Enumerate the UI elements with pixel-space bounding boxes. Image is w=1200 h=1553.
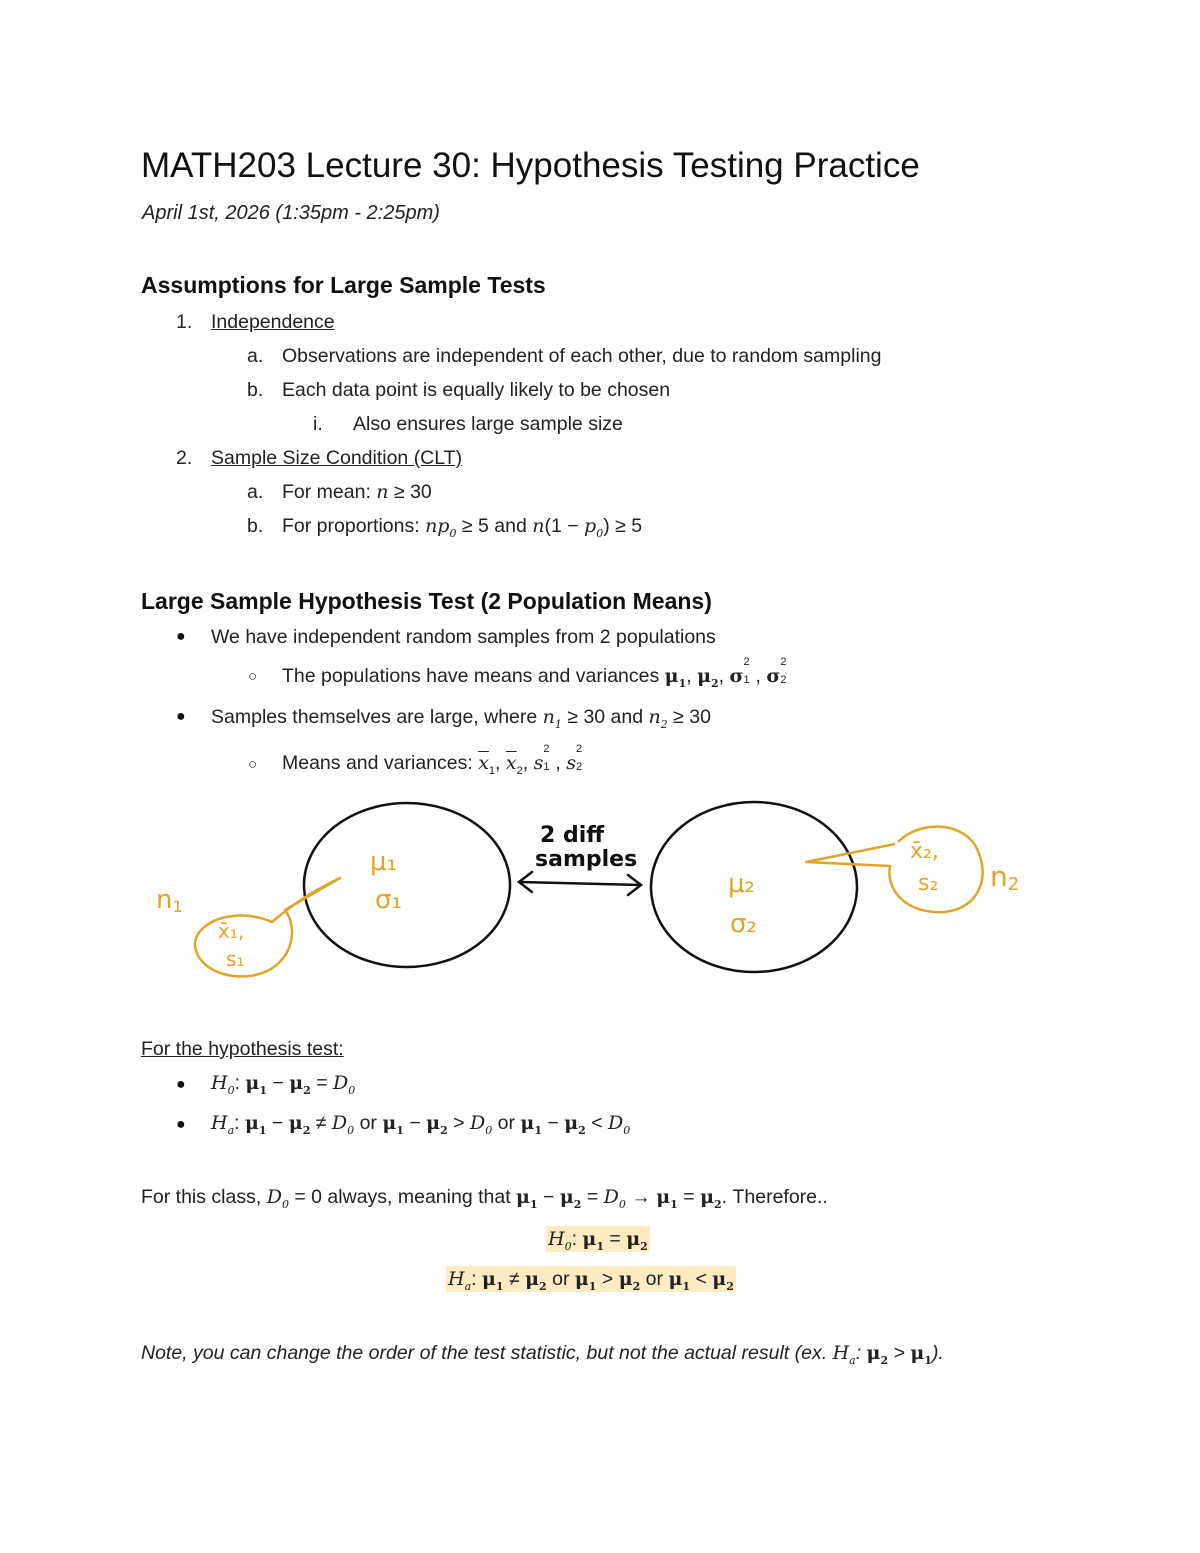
- and-text: and: [488, 515, 533, 537]
- population-1-circle: [304, 803, 510, 967]
- bullet-icon: ●: [176, 1116, 186, 1133]
- bullet-text-statistics: Means and variances: $\overline{x}_1$, $\overline{x}_2$, s 2 1 , s 2 2: [282, 743, 583, 777]
- highlighted-null-hypothesis: $H_0$: $\mu_1 = \mu_2$: [548, 1228, 648, 1253]
- list-letter: b.: [247, 379, 264, 401]
- s1-label: s₁: [226, 947, 245, 971]
- math-formula: n: [376, 481, 389, 503]
- highlighted-alternative-hypothesis: $H_a$: $\mu_1 \ne \mu_2$ or $\mu_1 > \mu_2$ or $\mu_1 < \mu_2$: [448, 1268, 734, 1293]
- s2-label: s₂: [918, 871, 939, 896]
- math-formula: n: [532, 515, 545, 537]
- two-samples-diagram: [0, 790, 1200, 990]
- condition-label: For proportions:: [282, 515, 426, 537]
- lecture-date: April 1st, 2026 (1:35pm - 2:25pm): [142, 202, 440, 224]
- null-hypothesis: $H_0$: $\mu_1 - \mu_2 = D_0$: [211, 1072, 356, 1097]
- n2-label: n2: [990, 860, 1020, 895]
- list-item-proportion-condition: For proportions: $np_0 \ge 5$ and $n(1 - p_0) \ge 5$: [282, 515, 643, 540]
- sigma2-label: σ₂: [730, 909, 757, 939]
- list-item-sample-size: Sample Size Condition (CLT): [211, 447, 463, 469]
- math-formula: ≥ 30: [393, 481, 432, 503]
- list-item-independence: Independence: [211, 311, 335, 333]
- condition-label: For mean:: [282, 481, 377, 503]
- bullet-label: Means and variances:: [282, 752, 479, 774]
- sigma1-label: σ₁: [375, 885, 402, 915]
- list-number: 1.: [176, 311, 193, 333]
- list-item-mean-condition: [282, 481, 432, 504]
- bullet-label: The populations have means and variances: [282, 665, 665, 687]
- class-convention-text: For this class, $D_0 = 0$ always, meaning that $\mu_1 - \mu_2 = D_0 \to \mu_1 = \mu_2$. Therefore..: [141, 1186, 828, 1211]
- mu2-label: μ₂: [728, 869, 755, 899]
- bullet-label: Samples themselves are large, where: [211, 706, 543, 728]
- list-roman: i.: [313, 413, 323, 435]
- diagram-label-line2: samples: [535, 847, 638, 872]
- mu1-label: μ₁: [370, 847, 397, 877]
- list-letter: a.: [247, 481, 264, 503]
- page-title: MATH203 Lecture 30: Hypothesis Testing Practice: [141, 146, 920, 185]
- bullet-icon: ●: [176, 1076, 186, 1093]
- diagram-label-line1: 2 diff: [540, 823, 605, 848]
- alternative-hypothesis: $H_a$: $\mu_1 - \mu_2 \ne D_0$ or $\mu_1 - \mu_2 > D_0$ or $\mu_1 - \mu_2 < D_0$: [211, 1112, 631, 1137]
- bullet-icon: ●: [176, 708, 186, 725]
- n1-label: n1: [156, 885, 183, 916]
- list-letter: a.: [247, 345, 264, 367]
- xbar2-label: x̄₂,: [910, 839, 939, 864]
- hypothesis-heading: For the hypothesis test:: [141, 1038, 344, 1060]
- list-item: Observations are independent of each other, due to random sampling: [282, 345, 882, 367]
- section-heading-two-means: Large Sample Hypothesis Test (2 Population Means): [141, 588, 712, 614]
- list-item: Each data point is equally likely to be chosen: [282, 379, 671, 401]
- and-text: and: [605, 706, 649, 728]
- bullet-text: We have independent random samples from 2 populations: [211, 626, 716, 648]
- right-speech-bubble: [806, 827, 983, 913]
- circle-bullet-icon: ○: [248, 756, 258, 773]
- double-arrow-icon: [519, 872, 641, 895]
- bullet-text-parameters: The populations have means and variances $\mu_1$, $\mu_2$, σ 2 1 , σ 2 2: [282, 656, 787, 690]
- list-number: 2.: [176, 447, 193, 469]
- xbar1-label: x̄₁,: [218, 919, 245, 943]
- math-formula: $np_0$: [425, 515, 457, 540]
- list-letter: b.: [247, 515, 264, 537]
- bullet-text-sample-size: Samples themselves are large, where $n_1 \ge 30$ and $n_2 \ge 30$: [211, 706, 711, 731]
- note-text: Note, you can change the order of the test statistic, but not the actual result (ex. $H_a$: $\mu_2 > \mu_1$).: [141, 1342, 944, 1367]
- list-item: Also ensures large sample size: [353, 413, 623, 435]
- circle-bullet-icon: ○: [248, 668, 258, 685]
- bullet-icon: ●: [176, 628, 186, 645]
- section-heading-assumptions: Assumptions for Large Sample Tests: [141, 272, 546, 298]
